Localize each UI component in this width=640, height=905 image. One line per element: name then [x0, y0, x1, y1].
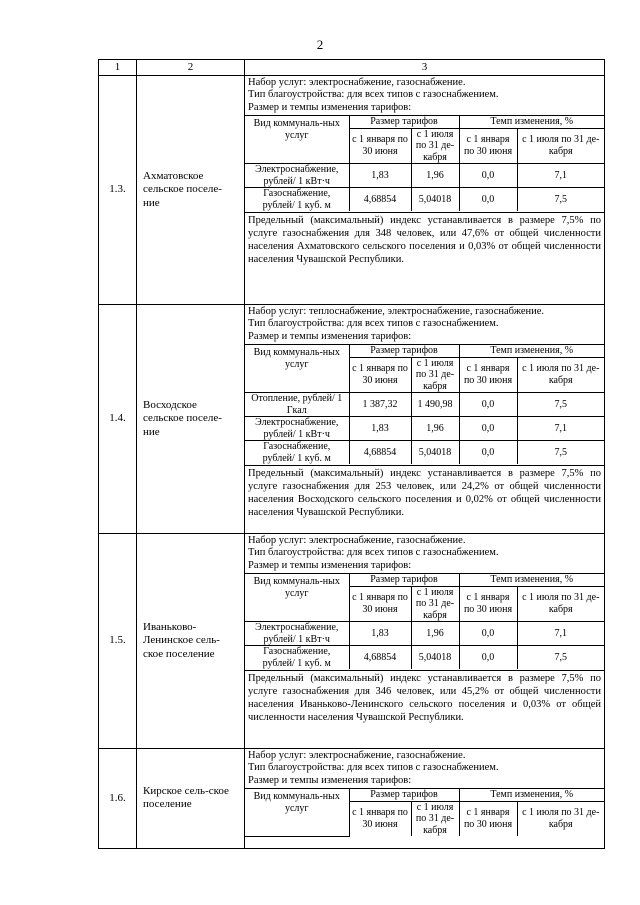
improvement-type: Тип благоустройства: для всех типов с газоснабжением.: [248, 547, 499, 559]
improvement-type: Тип благоустройства: для всех типов с газоснабжением.: [248, 318, 499, 330]
services-set: Набор услуг: теплоснабжение, электроснабжение, газоснабжение.: [248, 305, 545, 317]
tariff-kind-header: Вид коммуналь-ных услуг: [245, 789, 349, 837]
rate-value-jan-jun: 0,0: [459, 646, 517, 670]
tariff-rate-header: Темп изменения, %: [459, 345, 604, 358]
tariff-value-jul-dec: 1,96: [411, 622, 459, 646]
tariff-value-jan-jun: 4,68854: [349, 441, 411, 465]
rate-value-jul-dec: 7,5: [517, 393, 604, 417]
row-content: [245, 533, 605, 748]
row-number: 1.3.: [99, 75, 137, 304]
rate-value-jul-dec: 7,1: [517, 417, 604, 441]
tariff-row: [245, 164, 604, 188]
tariff-size-header: Размер тарифов: [349, 574, 459, 587]
services-set: Набор услуг: электроснабжение, газоснабжение.: [248, 749, 466, 761]
tariff-header-row: [245, 116, 604, 129]
settlement-row: [99, 533, 605, 748]
tariff-value-jan-jun: 1,83: [349, 164, 411, 188]
tariff-value-jul-dec: 1 490,98: [411, 393, 459, 417]
tariff-rate-header: Темп изменения, %: [459, 789, 604, 802]
tariff-value-jan-jun: 4,68854: [349, 646, 411, 670]
tariff-size-label: Размер и темпы изменения тарифов:: [248, 774, 412, 786]
max-index-note: Предельный (максимальный) индекс устанавливается в размере 7,5% по услуге газоснабжения для 348 человек, или 47,6% от общей численности населения Ахматовского сельского поселения и 0,03% от общей численности населения Чувашской Республики.: [245, 212, 604, 268]
max-index-note: Предельный (максимальный) индекс устанавливается в размере 7,5% по услуге газоснабжения для 253 человек, или 24,2% от общей численности населения Восходского сельского поселения и 0,02% от общей численности населения Чувашской Республики.: [245, 465, 604, 521]
tariff-header-row: [245, 345, 604, 358]
rate-value-jul-dec: 7,5: [517, 188, 604, 212]
settlement-row: [99, 304, 605, 533]
period-jan-jun: с 1 января по 30 июня: [349, 128, 411, 164]
settlement-name: Ахматовское сельское поселе-ние: [137, 75, 245, 304]
tariff-value-jan-jun: 1 387,32: [349, 393, 411, 417]
settlement-name: Кирское сель-ское поселение: [137, 748, 245, 848]
rate-value-jul-dec: 7,1: [517, 622, 604, 646]
tariff-rate-header: Темп изменения, %: [459, 116, 604, 129]
settlement-row: [99, 748, 605, 848]
tariff-service-name: Электроснабжение, рублей/ 1 кВт·ч: [245, 622, 349, 646]
header-row: [99, 60, 605, 76]
row-content: [245, 304, 605, 533]
settlement-name: Восходское сельское поселе-ние: [137, 304, 245, 533]
tariff-service-name: Газоснабжение, рублей/ 1 куб. м: [245, 188, 349, 212]
tariff-size-header: Размер тарифов: [349, 789, 459, 802]
tariff-size-label: Размер и темпы изменения тарифов:: [248, 559, 412, 571]
period-jul-dec: с 1 июля по 31 де-кабря: [411, 586, 459, 622]
tariff-row: [245, 188, 604, 212]
tariff-header-row: [245, 574, 604, 587]
tariff-document-table: [98, 59, 605, 849]
period-jan-jun: с 1 января по 30 июня: [349, 586, 411, 622]
tariff-size-label: Размер и темпы изменения тарифов:: [248, 101, 412, 113]
tariff-value-jan-jun: 4,68854: [349, 188, 411, 212]
tariff-table: [245, 788, 604, 837]
period-jul-dec: с 1 июля по 31 де-кабря: [517, 801, 604, 836]
period-jan-jun: с 1 января по 30 июня: [459, 357, 517, 393]
max-index-note: Предельный (максимальный) индекс устанавливается в размере 7,5% по услуге газоснабжения для 346 человек, или 45,2% от общей численности населения Иваньково-Ленинского сельского поселения и 0,03% от общей численности населения Чувашской Республики.: [245, 670, 604, 726]
page-number: 2: [316, 37, 324, 52]
header-col-3: 3: [245, 60, 605, 76]
tariff-table: [245, 115, 604, 211]
tariff-row: [245, 646, 604, 670]
tariff-row: [245, 441, 604, 465]
rate-value-jan-jun: 0,0: [459, 622, 517, 646]
improvement-type: Тип благоустройства: для всех типов с газоснабжением.: [248, 762, 499, 774]
tariff-size-label: Размер и темпы изменения тарифов:: [248, 330, 412, 342]
row-number: 1.5.: [99, 533, 137, 748]
services-set: Набор услуг: электроснабжение, газоснабжение.: [248, 76, 466, 88]
tariff-row: [245, 393, 604, 417]
tariff-rate-header: Темп изменения, %: [459, 574, 604, 587]
header-col-1: 1: [99, 60, 137, 76]
rate-value-jan-jun: 0,0: [459, 164, 517, 188]
rate-value-jan-jun: 0,0: [459, 417, 517, 441]
rate-value-jan-jun: 0,0: [459, 441, 517, 465]
rate-value-jan-jun: 0,0: [459, 188, 517, 212]
rate-value-jul-dec: 7,5: [517, 646, 604, 670]
tariff-size-header: Размер тарифов: [349, 345, 459, 358]
row-content: [245, 75, 605, 304]
period-jul-dec: с 1 июля по 31 де-кабря: [411, 128, 459, 164]
tariff-service-name: Электроснабжение, рублей/ 1 кВт·ч: [245, 164, 349, 188]
period-jul-dec: с 1 июля по 31 де-кабря: [517, 128, 604, 164]
tariff-value-jul-dec: 1,96: [411, 164, 459, 188]
settlement-name: Иваньково-Ленинское сель-ское поселение: [137, 533, 245, 748]
tariff-kind-header: Вид коммуналь-ных услуг: [245, 116, 349, 164]
rate-value-jan-jun: 0,0: [459, 393, 517, 417]
tariff-table: [245, 344, 604, 464]
tariff-header-row: [245, 789, 604, 802]
period-jan-jun: с 1 января по 30 июня: [459, 586, 517, 622]
period-jan-jun: с 1 января по 30 июня: [459, 128, 517, 164]
tariff-service-name: Электроснабжение, рублей/ 1 кВт·ч: [245, 417, 349, 441]
row-number: 1.4.: [99, 304, 137, 533]
period-jan-jun: с 1 января по 30 июня: [349, 357, 411, 393]
tariff-value-jul-dec: 1,96: [411, 417, 459, 441]
tariff-value-jan-jun: 1,83: [349, 417, 411, 441]
tariff-value-jul-dec: 5,04018: [411, 188, 459, 212]
rate-value-jul-dec: 7,5: [517, 441, 604, 465]
period-jan-jun: с 1 января по 30 июня: [349, 801, 411, 836]
tariff-value-jul-dec: 5,04018: [411, 646, 459, 670]
tariff-table: [245, 573, 604, 669]
tariff-service-name: Отопление, рублей/ 1 Гкал: [245, 393, 349, 417]
settlement-row: [99, 75, 605, 304]
tariff-kind-header: Вид коммуналь-ных услуг: [245, 574, 349, 622]
tariff-row: [245, 622, 604, 646]
tariff-size-header: Размер тарифов: [349, 116, 459, 129]
period-jul-dec: с 1 июля по 31 де-кабря: [411, 357, 459, 393]
row-content: [245, 748, 605, 848]
tariff-value-jan-jun: 1,83: [349, 622, 411, 646]
period-jul-dec: с 1 июля по 31 де-кабря: [411, 801, 459, 836]
period-jul-dec: с 1 июля по 31 де-кабря: [517, 586, 604, 622]
header-col-2: 2: [137, 60, 245, 76]
tariff-row: [245, 417, 604, 441]
tariff-kind-header: Вид коммуналь-ных услуг: [245, 345, 349, 393]
rate-value-jul-dec: 7,1: [517, 164, 604, 188]
period-jul-dec: с 1 июля по 31 де-кабря: [517, 357, 604, 393]
services-set: Набор услуг: электроснабжение, газоснабжение.: [248, 534, 466, 546]
row-number: 1.6.: [99, 748, 137, 848]
tariff-value-jul-dec: 5,04018: [411, 441, 459, 465]
improvement-type: Тип благоустройства: для всех типов с газоснабжением.: [248, 89, 499, 101]
tariff-service-name: Газоснабжение, рублей/ 1 куб. м: [245, 646, 349, 670]
tariff-service-name: Газоснабжение, рублей/ 1 куб. м: [245, 441, 349, 465]
period-jan-jun: с 1 января по 30 июня: [459, 801, 517, 836]
